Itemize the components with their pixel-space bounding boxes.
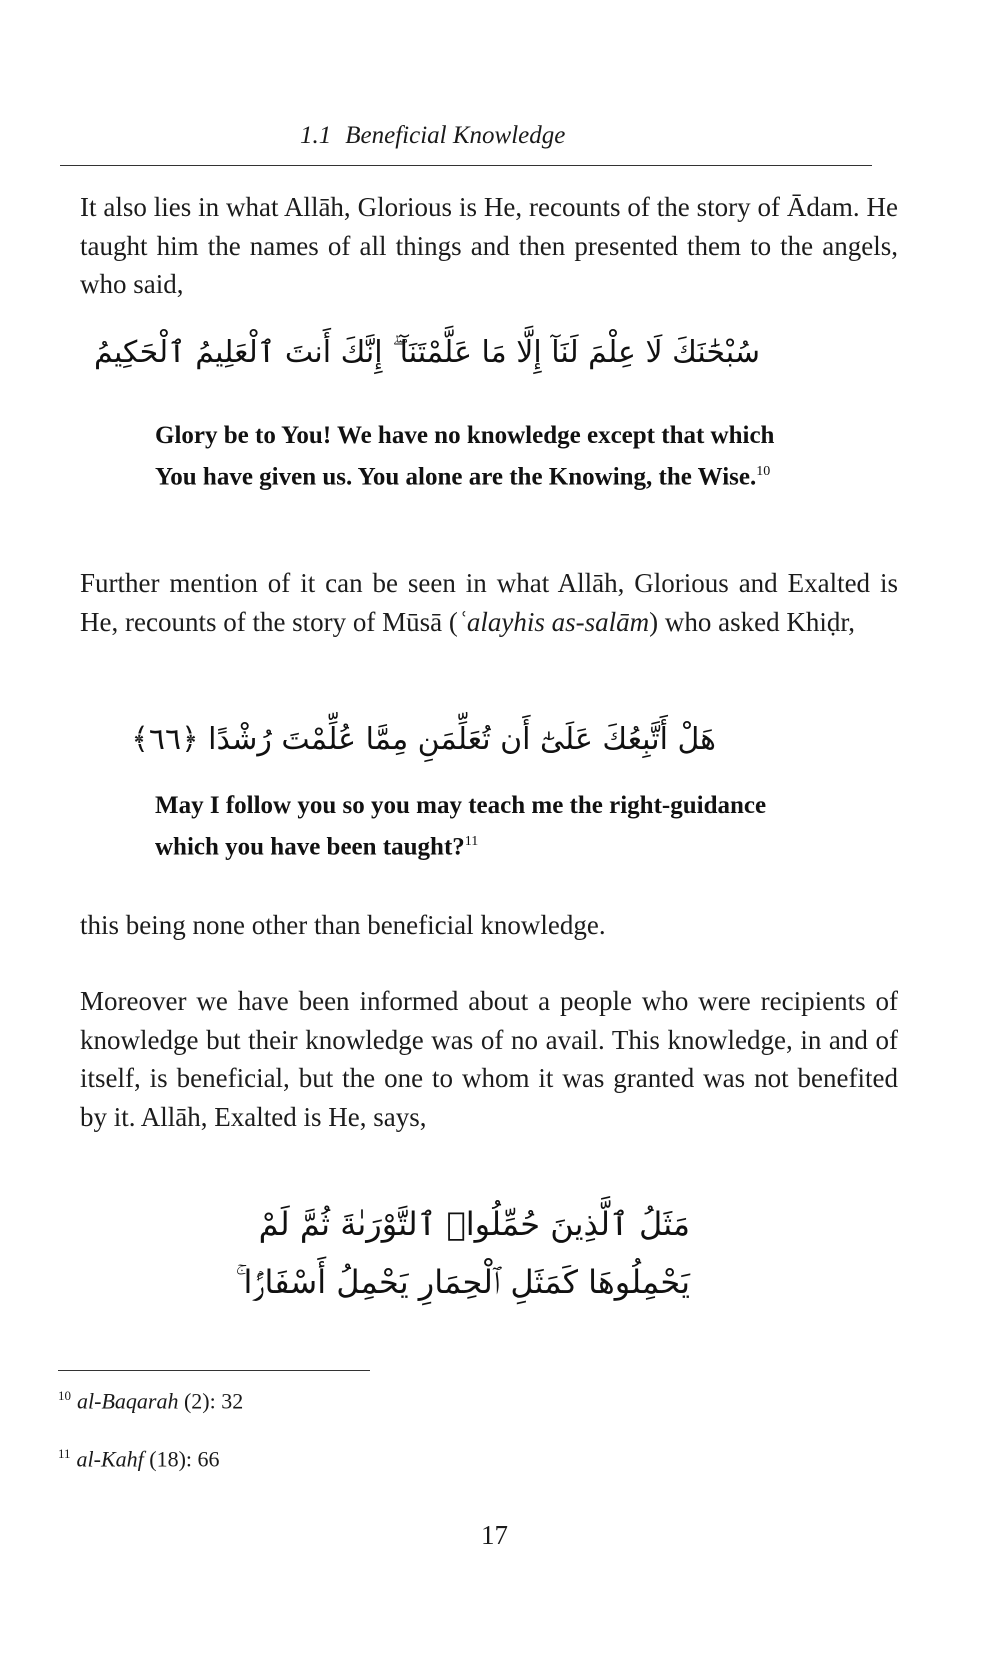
paragraph-musa-italic: ʿalayhis as-salām <box>457 606 650 637</box>
footnote-10 <box>58 1388 243 1414</box>
page-number: 17 <box>481 1520 508 1550</box>
header-rule <box>60 165 872 166</box>
verse-translation-1-text: Glory be to You! We have no knowledge except that which You have given us. You alone are the Knowing, the Wise. <box>155 422 775 491</box>
paragraph-musa <box>58 564 898 641</box>
paragraph-musa-part1: Further mention of it can be seen in what Allāh, Glorious and Exalted is He, recounts of the story of Mūsā ( <box>80 568 898 637</box>
footnote-source: al-Kahf <box>76 1446 144 1472</box>
footnote-ref: (18): 66 <box>149 1446 220 1472</box>
verse-translation-2-text: May I follow you so you may teach me the right-guidance which you have been taught? <box>155 792 767 861</box>
paragraph-musa-part2: ) who asked Khiḍr, <box>649 606 856 637</box>
section-title: Beneficial Knowledge <box>345 122 566 149</box>
arabic-verse-2: هَلْ أَتَّبِعُكَ عَلَىٰٓ أَن تُعَلِّمَنِ مِمَّا عُلِّمْتَ رُشْدًا ﴿٦٦﴾ <box>131 722 716 757</box>
footnote-mark: 10 <box>58 1388 71 1403</box>
running-header <box>300 122 565 150</box>
footnote-rule <box>58 1370 370 1371</box>
footnote-source: al-Baqarah <box>77 1388 179 1414</box>
verse-translation-1 <box>155 418 795 495</box>
footnote-mark: 11 <box>58 1446 71 1461</box>
arabic-verse-3-line1: مَثَلُ ٱلَّذِينَ حُمِّلُوا۟ ٱلتَّوْرَىٰةَ ثُمَّ لَمْ <box>258 1205 690 1243</box>
footnote-ref: (2): 32 <box>183 1388 244 1414</box>
arabic-verse-1: سُبْحَٰنَكَ لَا عِلْمَ لَنَآ إِلَّا مَا عَلَّمْتَنَآ ۖ إِنَّكَ أَنتَ ٱلْعَلِيمُ ٱلْحَكِيمُ <box>94 335 760 370</box>
paragraph-beneficial: this being none other than beneficial knowledge. <box>80 910 606 940</box>
footnote-ref-11: 11 <box>464 834 479 849</box>
arabic-verse-3 <box>235 1195 690 1311</box>
verse-translation-2 <box>155 788 795 865</box>
arabic-verse-3-line2: يَحْمِلُوهَا كَمَثَلِ ٱلْحِمَارِ يَحْمِلُ أَسْفَارًۢا ۚ <box>235 1263 690 1301</box>
footnote-11 <box>58 1446 220 1472</box>
section-number: 1.1 <box>300 122 332 149</box>
footnote-ref-10: 10 <box>756 464 771 479</box>
paragraph-people: Moreover we have been informed about a people who were recipients of knowledge but their knowledge was of no avail. This knowledge, in and of itself, is beneficial, but the one to whom it was granted was not benefited by it. Allāh, Exalted is He, says, <box>80 986 898 1132</box>
paragraph-adam: It also lies in what Allāh, Glorious is He, recounts of the story of Ādam. He taught him the names of all things and then presented them to the angels, who said, <box>80 192 898 299</box>
